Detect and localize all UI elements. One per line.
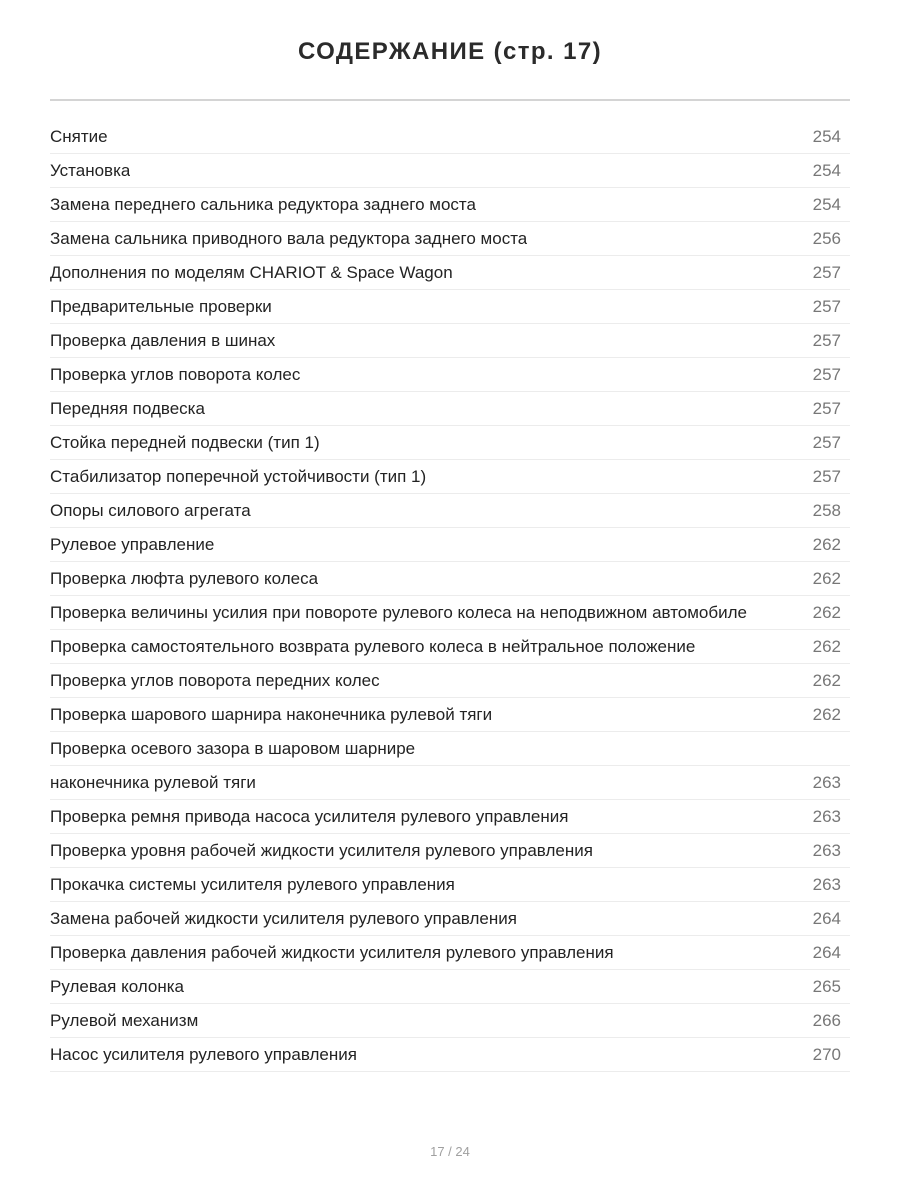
toc-entry-page: 263 [812, 772, 841, 792]
toc-entry-page: 257 [812, 364, 841, 384]
toc-entry-page: 262 [812, 534, 841, 554]
toc-entry[interactable] [50, 664, 850, 698]
toc-entry-page: 256 [812, 228, 841, 248]
toc-entry[interactable] [50, 698, 850, 732]
toc-entry-title: Проверка самостоятельного возврата рулевого колеса в нейтральное положение [50, 636, 696, 656]
toc-entry-title: Проверка шарового шарнира наконечника рулевой тяги [50, 704, 493, 724]
toc-entry[interactable] [50, 1038, 850, 1072]
toc-entry[interactable] [50, 120, 850, 154]
toc-entry[interactable] [50, 426, 850, 460]
toc-entry-title: Проверка уровня рабочей жидкости усилителя рулевого управления [50, 840, 593, 860]
toc-entry[interactable] [50, 834, 850, 868]
toc-entry-title: Стойка передней подвески (тип 1) [50, 432, 320, 452]
toc-entry-title: Установка [50, 160, 131, 180]
toc-entry-page: 257 [812, 262, 841, 282]
toc-entry-page: 266 [812, 1010, 841, 1030]
toc-entry-title: Насос усилителя рулевого управления [50, 1044, 357, 1064]
toc-entry-title: Рулевой механизм [50, 1010, 199, 1030]
toc-entry-page: 263 [812, 874, 841, 894]
toc-entry-title: Проверка давления рабочей жидкости усилителя рулевого управления [50, 942, 614, 962]
title-divider [50, 99, 850, 101]
toc-entry-title: наконечника рулевой тяги [50, 772, 256, 792]
toc-entry-title: Проверка углов поворота передних колес [50, 670, 380, 690]
toc-entry-title: Опоры силового агрегата [50, 500, 251, 520]
toc-entry-title: Проверка ремня привода насоса усилителя рулевого управления [50, 806, 569, 826]
toc-entry-page: 257 [812, 432, 841, 452]
toc-entry[interactable] [50, 800, 850, 834]
toc-entry-title: Проверка величины усилия при повороте рулевого колеса на неподвижном автомобиле [50, 602, 747, 622]
toc-entry-title: Проверка осевого зазора в шаровом шарнире [50, 738, 416, 758]
toc-entry-title: Снятие [50, 126, 108, 146]
toc-entry-page: 264 [812, 908, 841, 928]
toc-entry-page: 262 [812, 670, 841, 690]
toc-entry-title: Предварительные проверки [50, 296, 272, 316]
toc-entry[interactable] [50, 970, 850, 1004]
toc-entry-title: Передняя подвеска [50, 398, 205, 418]
toc-entry-title: Стабилизатор поперечной устойчивости (тип 1) [50, 466, 427, 486]
toc-entry-page: 263 [812, 806, 841, 826]
toc-entry-title: Проверка люфта рулевого колеса [50, 568, 319, 588]
page-indicator: 17 / 24 [430, 1144, 470, 1159]
toc-entry[interactable] [50, 222, 850, 256]
toc-entry-title: Рулевая колонка [50, 976, 184, 996]
page-title: СОДЕРЖАНИЕ (стр. 17) [298, 38, 602, 65]
toc-entry[interactable] [50, 562, 850, 596]
toc-entry[interactable] [50, 392, 850, 426]
toc-entry[interactable] [50, 596, 850, 630]
toc-entry-page: 262 [812, 636, 841, 656]
toc-entry[interactable] [50, 1004, 850, 1038]
toc-entry-title: Дополнения по моделям CHARIOT & Space Wagon [50, 262, 453, 282]
toc-entry-title: Проверка давления в шинах [50, 330, 276, 350]
toc-entry-page: 262 [812, 602, 841, 622]
toc-entry[interactable] [50, 494, 850, 528]
toc-entry-title: Прокачка системы усилителя рулевого управления [50, 874, 455, 894]
toc-entry[interactable] [50, 630, 850, 664]
toc-entry-page: 254 [812, 126, 841, 146]
toc-entry-page: 263 [812, 840, 841, 860]
toc-entry-page: 262 [812, 704, 841, 724]
toc-entry[interactable] [50, 188, 850, 222]
toc-entry[interactable] [50, 902, 850, 936]
toc-entry[interactable] [50, 256, 850, 290]
toc-entry-title: Замена сальника приводного вала редуктора заднего моста [50, 228, 528, 248]
toc-entry-page: 257 [812, 330, 841, 350]
toc-entry-page: 258 [812, 500, 841, 520]
toc-entry-page: 262 [812, 568, 841, 588]
toc-entry[interactable] [50, 528, 850, 562]
toc-entry-page: 254 [812, 194, 841, 214]
toc-entry-page: 257 [812, 398, 841, 418]
toc-entry-title: Замена рабочей жидкости усилителя рулевого управления [50, 908, 517, 928]
toc-entry[interactable] [50, 460, 850, 494]
toc-entry-title: Рулевое управление [50, 534, 215, 554]
toc-entry[interactable] [50, 868, 850, 902]
toc-entry[interactable] [50, 324, 850, 358]
toc-list [50, 120, 850, 1072]
toc-entry-page: 257 [812, 466, 841, 486]
toc-entry-page: 254 [812, 160, 841, 180]
toc-entry-title: Замена переднего сальника редуктора заднего моста [50, 194, 476, 214]
toc-entry[interactable] [50, 290, 850, 324]
toc-entry[interactable] [50, 154, 850, 188]
toc-entry[interactable] [50, 732, 850, 766]
toc-entry-page: 264 [812, 942, 841, 962]
toc-entry[interactable] [50, 358, 850, 392]
toc-entry[interactable] [50, 936, 850, 970]
toc-entry[interactable] [50, 766, 850, 800]
toc-entry-page: 257 [812, 296, 841, 316]
toc-entry-page: 270 [812, 1044, 841, 1064]
toc-entry-page: 265 [812, 976, 841, 996]
toc-entry-title: Проверка углов поворота колес [50, 364, 301, 384]
